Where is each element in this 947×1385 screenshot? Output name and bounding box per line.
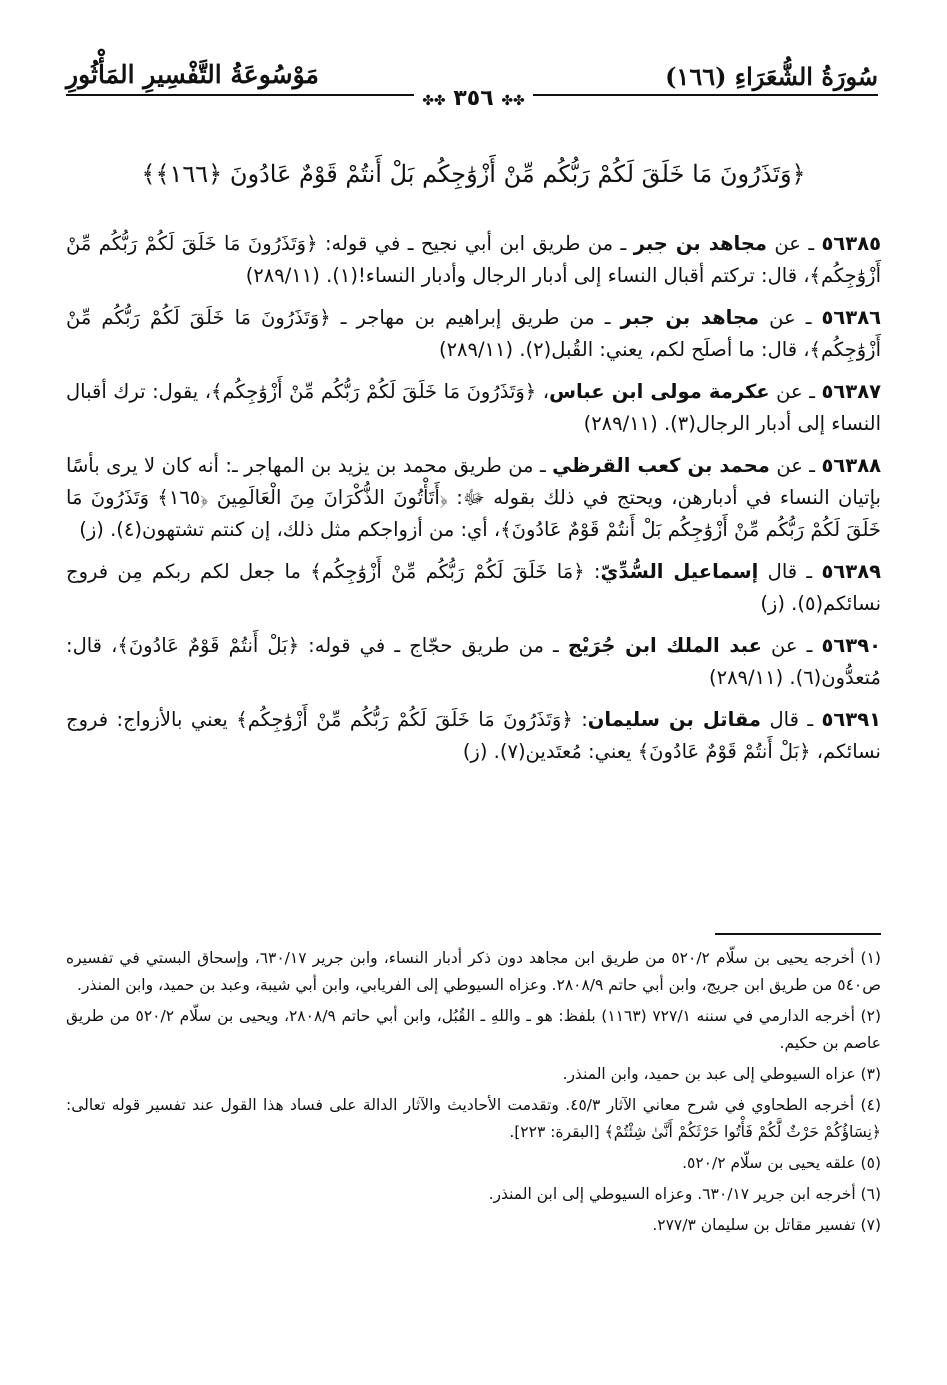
footnote: (٧) تفسير مقاتل بن سليمان ٢٧٧/٣. (652, 1216, 881, 1234)
footnote: (٥) علقه يحيى بن سلّام ٥٢٠/٢. (682, 1154, 881, 1172)
entry (66, 630, 881, 694)
entry-reference: (ز) (462, 740, 494, 763)
entry-prefix: ـ قال (761, 708, 822, 731)
entry (66, 376, 881, 440)
ornament-right-icon: ✤✤ (501, 93, 525, 109)
page-number (414, 86, 533, 111)
entry-prefix: ـ عن (769, 380, 822, 403)
entry-narrator: محمد بن كعب القرظي (552, 454, 770, 477)
entry-number: ٥٦٣٨٥ (821, 232, 881, 255)
footnote: (٦) أخرجه ابن جرير ٦٣٠/١٧. وعزاه السيوطي إلى ابن المنذر. (488, 1185, 881, 1203)
footnote: (٣) عزاه السيوطي إلى عبد بن حميد، وابن المنذر. (562, 1065, 881, 1083)
page-number-text: ٣٥٦ (453, 86, 494, 111)
entry-text: : ﴿مَا خَلَقَ لَكُمْ رَبُّكُم مِّنْ أَزْوَٰجِكُم﴾ ما جعل لكم ربكم مِن فروج نسائكم(٥). (66, 560, 881, 615)
surah-title: سُورَةُ الشُّعَرَاءِ (١٦٦) (665, 62, 878, 91)
entry-reference: (٢٨٩/١١) (583, 412, 664, 435)
entry-number: ٥٦٣٩١ (821, 708, 881, 731)
entry-narrator: مقاتل بن سليمان (587, 708, 762, 731)
footnote: (١) أخرجه يحيى بن سلّام ٥٢٠/٢ من طريق ابن مجاهد دون ذكر أدبار النساء، وابن جرير ٦٣٠/١٧، وإسحاق البستي في تفسيره ص٥٤٠ من طريق ابن جريج، وابن أبي حاتم ٢٨٠٨/٩. وعزاه السيوطي إلى الفريابي، وابن أبي شيبة، وعبد بن حميد، وابن المنذر. (66, 949, 881, 994)
entry (66, 704, 881, 768)
entry-narrator: مجاهد بن جبر (620, 306, 760, 329)
footnotes (66, 945, 881, 1243)
entry (66, 556, 881, 620)
entry-text: ـ من طريق ابن أبي نجيح ـ في قوله: ﴿وَتَذَرُونَ مَا خَلَقَ لَكُمْ رَبُّكُم مِّنْ أَزْوَٰجِكُم﴾، قال: تركتم أقبال النساء إلى أدبار الرجال وأدبار النساء!(١). (66, 232, 881, 287)
entry-prefix: ـ عن (767, 232, 822, 255)
entry-number: ٥٦٣٨٧ (821, 380, 881, 403)
entry-narrator: عبد الملك ابن جُرَيْج (567, 634, 762, 657)
entry-reference: (٢٨٩/١١) (438, 338, 520, 361)
entry-prefix: ـ عن (759, 306, 822, 329)
ornament-left-icon: ✤✤ (422, 93, 446, 109)
entries-list (66, 228, 881, 778)
entry-prefix: ـ عن (769, 454, 822, 477)
entry-number: ٥٦٣٨٩ (821, 560, 881, 583)
entry-text: ـ من طريق إبراهيم بن مهاجر ـ ﴿وَتَذَرُونَ مَا خَلَقَ لَكُمْ رَبُّكُم مِّنْ أَزْوَٰجِكُم﴾، قال: ما أصلَح لكم، يعني: القُبل(٢). (66, 306, 881, 361)
entry-number: ٥٦٣٩٠ (821, 634, 882, 657)
entry-reference: (ز) (79, 518, 111, 541)
entry-narrator: مجاهد بن جبر (633, 232, 767, 255)
footnote: (٤) أخرجه الطحاوي في شرح معاني الآثار ٤٥/٣. وتقدمت الأحاديث والآثار الدالة على فساد هذا القول عند تفسير قوله تعالى: ﴿نِسَاؤُكُمْ حَرْثٌ لَّكُمْ فَأْتُوا حَرْثَكُمْ أَنَّىٰ شِئْتُمْ﴾ [البقرة: ٢٢٣]. (66, 1096, 881, 1141)
quran-verse: ﴿وَتَذَرُونَ مَا خَلَقَ لَكُمْ رَبُّكُم مِّنْ أَزْوَٰجِكُم بَلْ أَنتُمْ قَوْمٌ عَادُونَ ﴿١٦٦﴾﴾ (141, 160, 806, 188)
footnote-separator (715, 933, 881, 935)
footnote: (٢) أخرجه الدارمي في سننه ٧٢٧/١ (١١٦٣) بلفظ: هو ـ واللهِ ـ القُبُل، وابن أبي حاتم ٢٨٠٨/٩، ويحيى بن سلّام ٥٢٠/٢ من طريق عاصم بن حكيم. (66, 1007, 881, 1052)
entry (66, 302, 881, 366)
entry-text: ـ من طريق حجّاج ـ في قوله: ﴿بَلْ أَنتُمْ قَوْمٌ عَادُونَ﴾، قال: مُتعدُّون(٦). (66, 634, 881, 689)
entry-text: ـ من طريق محمد بن يزيد بن المهاجر ـ: أنه كان لا يرى بأسًا بإتيان النساء في أدبارهن، ويحتج في ذلك بقوله ﷻ: ﴿أَتَأْتُونَ الذُّكْرَانَ مِنَ الْعَالَمِينَ ﴿١٦٥﴾ وَتَذَرُونَ مَا خَلَقَ لَكُمْ رَبُّكُم مِّنْ أَزْوَٰجِكُم بَلْ أَنتُمْ قَوْمٌ عَادُونَ﴾، أي: من أزواجكم مثل ذلك، إن كنتم تشتهون(٤). (66, 454, 881, 541)
entry-prefix: ـ قال (758, 560, 822, 583)
book-title: مَوْسُوعَةُ التَّفْسِيرِ المَأْثُورِ (66, 60, 319, 89)
entry-number: ٥٦٣٨٨ (821, 454, 881, 477)
entry-text: ، ﴿وَتَذَرُونَ مَا خَلَقَ لَكُمْ رَبُّكُم مِّنْ أَزْوَٰجِكُم﴾، يقول: ترك أقبال النساء إلى أدبار الرجال(٣). (66, 380, 881, 435)
entry (66, 450, 881, 546)
entry-reference: (ز) (760, 592, 792, 615)
entry-narrator: عكرمة مولى ابن عباس (549, 380, 770, 403)
entry-text: : ﴿وَتَذَرُونَ مَا خَلَقَ لَكُمْ رَبُّكُم مِّنْ أَزْوَٰجِكُم﴾ يعني بالأزواج: فروج نسائكم، ﴿بَلْ أَنتُمْ قَوْمٌ عَادُونَ﴾ يعني: مُعتَدين(٧). (66, 708, 881, 763)
entry-reference: (٢٨٩/١١) (709, 666, 790, 689)
entry-narrator: إسماعيل السُّدِّيّ (600, 560, 759, 583)
entry-reference: (٢٨٩/١١) (245, 264, 327, 287)
entry-prefix: ـ عن (761, 634, 822, 657)
entry (66, 228, 881, 292)
entry-number: ٥٦٣٨٦ (821, 306, 881, 329)
page-number-bar (0, 86, 947, 116)
